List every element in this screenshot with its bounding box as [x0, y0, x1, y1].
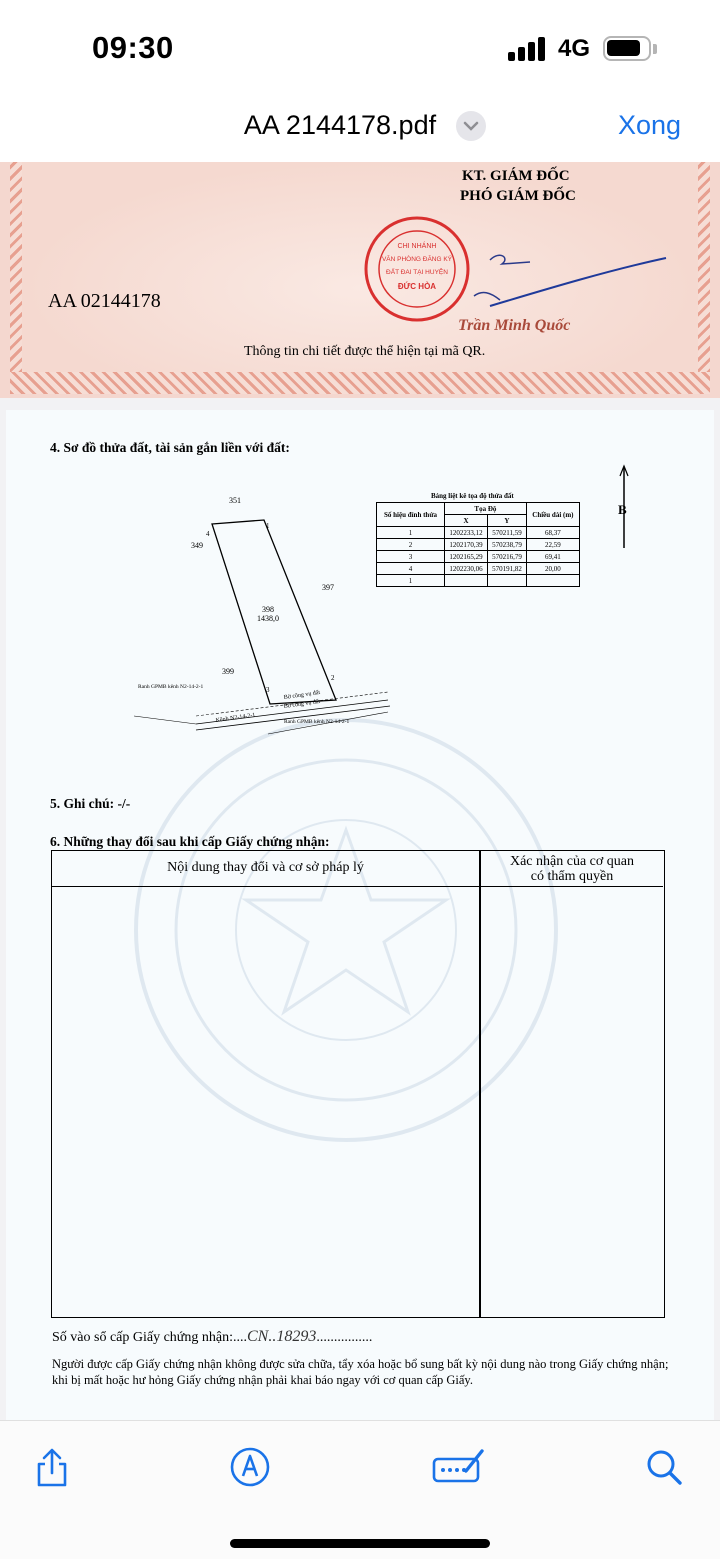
vertex-3-label: 3: [266, 686, 270, 694]
vertex-4-label: 4: [206, 530, 210, 538]
col-x-header: X: [445, 515, 488, 527]
bo-cong-vu-label-2: Bờ công vụ đất: [283, 698, 321, 710]
cell-x: 1202165,29: [445, 551, 488, 563]
signature-icon: [430, 240, 670, 320]
stamp-text-2: VĂN PHÒNG ĐĂNG KÝ: [381, 256, 453, 263]
table-row: [377, 539, 580, 551]
col-confirm-line-1: Xác nhận của cơ quan: [509, 854, 634, 869]
registration-label: Số vào sổ cấp Giấy chứng nhận:....: [52, 1330, 247, 1345]
stamp-text-1: CHI NHÁNH: [397, 243, 437, 250]
qr-note: Thông tin chi tiết được thể hiện tại mã QR.: [244, 344, 486, 359]
search-icon[interactable]: [642, 1445, 686, 1489]
cell-vertex: 3: [377, 551, 445, 563]
home-indicator[interactable]: [230, 1539, 490, 1548]
section-4-heading: 4. Sơ đồ thửa đất, tài sản gắn liền với đất:: [50, 440, 290, 455]
battery-icon: [603, 36, 651, 61]
cell-y: 570211,59: [488, 527, 527, 539]
registration-value: CN..18293: [247, 1328, 317, 1345]
neighbor-397: 397: [322, 583, 334, 592]
battery-tip: [653, 44, 657, 54]
col-confirm-line-2: có thẩm quyền: [530, 869, 614, 884]
cell-vertex: 1: [377, 527, 445, 539]
neighbor-351: 351: [229, 496, 241, 505]
table-row: [377, 563, 580, 575]
parcel-area: 1438,0: [257, 614, 279, 623]
north-arrow-icon: [606, 462, 646, 552]
certificate-page-top: [0, 162, 720, 398]
cell-y: [488, 575, 527, 587]
vertex-2-label: 2: [331, 674, 335, 682]
stamp-text-4: ĐỨC HÒA: [397, 282, 437, 291]
column-divider: [479, 851, 481, 1317]
decorative-border-left: [10, 162, 22, 384]
col-y-header: Y: [488, 515, 527, 527]
table-row: [377, 575, 580, 587]
cell-length: 69,41: [526, 551, 579, 563]
canal-label: Kênh N2-14-2-1: [215, 712, 256, 724]
certificate-serial-number: AA 02144178: [48, 290, 161, 312]
registration-line: [52, 1328, 372, 1346]
done-button[interactable]: Xong: [618, 110, 682, 140]
footnote: Người được cấp Giấy chứng nhận không được sửa chữa, tẩy xóa hoặc bổ sung bất kỳ nội dung nào trong Giấy chứng nhận; khi bị mất hoặc hư hỏng Giấy chứng nhận phải khai báo ngay với cơ quan cấp Giấy.: [52, 1357, 669, 1387]
col-length-header: Chiều dài (m): [526, 503, 579, 527]
gpmb-label-right: Ranh GPMB kênh N2-14-2-1: [284, 719, 350, 725]
status-bar: [0, 0, 720, 96]
cell-x: [445, 575, 488, 587]
north-label: B: [618, 502, 627, 517]
boundary-line-left: [134, 716, 196, 724]
cell-length: 22,59: [526, 539, 579, 551]
decorative-border-bottom: [10, 372, 710, 394]
cell-length: 20,00: [526, 563, 579, 575]
col-confirm-header: [481, 854, 663, 884]
share-icon[interactable]: [30, 1445, 74, 1489]
bo-cong-vu-label-1: Bờ công vụ đất: [283, 689, 321, 701]
col-coord-header: Tọa Độ: [445, 503, 527, 515]
cell-length: 68,37: [526, 527, 579, 539]
network-type: 4G: [558, 35, 591, 62]
cell-vertex: 1: [377, 575, 445, 587]
signer-role-2: PHÓ GIÁM ĐỐC: [460, 188, 576, 204]
document-title[interactable]: AA 2144178.pdf: [243, 110, 437, 140]
decorative-border-right: [698, 162, 710, 384]
markup-pen-icon[interactable]: [228, 1445, 272, 1489]
table-row: [377, 527, 580, 539]
form-fill-icon[interactable]: [432, 1445, 488, 1489]
chevron-down-icon[interactable]: [456, 111, 486, 141]
status-time: 09:30: [92, 30, 174, 65]
cell-vertex: 2: [377, 539, 445, 551]
coordinate-table: [376, 502, 580, 587]
neighbor-349: 349: [191, 541, 203, 550]
cell-x: 1202170,39: [445, 539, 488, 551]
document-nav-bar: [0, 96, 720, 162]
section-5-heading: 5. Ghi chú: -/-: [50, 796, 131, 811]
coordinate-table-caption: Bảng liệt kê tọa độ thửa đất: [431, 492, 514, 500]
col-content-header: Nội dung thay đổi và cơ sở pháp lý: [167, 860, 364, 875]
signer-name: Trần Minh Quốc: [458, 317, 571, 334]
vertex-1-label: 1: [266, 522, 270, 530]
cell-y: 570216,79: [488, 551, 527, 563]
col-vertex-header: Số hiệu đỉnh thửa: [377, 503, 445, 527]
section-6-heading: 6. Những thay đổi sau khi cấp Giấy chứng nhận:: [50, 834, 330, 849]
cell-length: [526, 575, 579, 587]
cell-x: 1202230,06: [445, 563, 488, 575]
certificate-page-main: [6, 410, 714, 1420]
gpmb-label-left: Ranh GPMB kênh N2-14-2-1: [138, 684, 204, 690]
cell-y: 570191,82: [488, 563, 527, 575]
cell-vertex: 4: [377, 563, 445, 575]
pdf-viewer[interactable]: [0, 162, 720, 1420]
neighbor-399: 399: [222, 667, 234, 676]
parcel-outline: [212, 520, 336, 704]
changes-table: [51, 850, 665, 1318]
registration-trail: ................: [316, 1330, 373, 1345]
cellular-signal-icon: [508, 37, 548, 61]
cell-x: 1202233,12: [445, 527, 488, 539]
stamp-text-3: ĐẤT ĐAI TẠI HUYỆN: [386, 269, 448, 276]
parcel-id: 398: [262, 605, 274, 614]
changes-table-header: [52, 851, 663, 887]
cell-y: 570238,79: [488, 539, 527, 551]
signer-role-1: KT. GIÁM ĐỐC: [462, 168, 570, 184]
table-row: [377, 551, 580, 563]
parcel-diagram: [126, 486, 406, 736]
